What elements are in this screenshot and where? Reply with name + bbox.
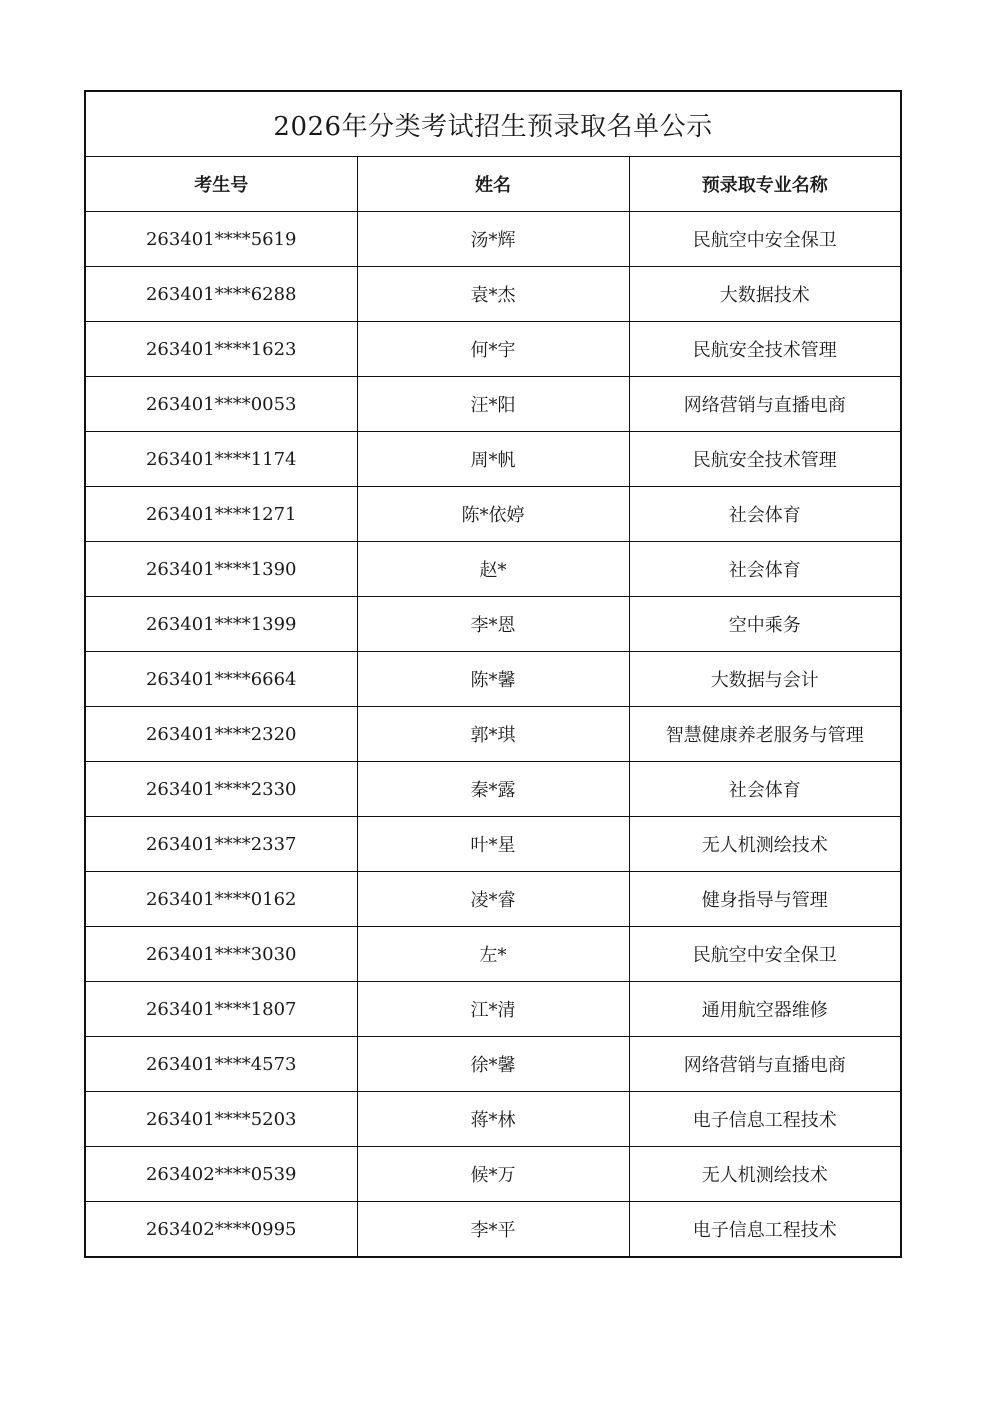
table-row [85,487,901,542]
candidate-id-cell: 263401****1271 [85,487,357,542]
table-row [85,1202,901,1258]
major-cell: 民航安全技术管理 [629,432,901,487]
candidate-name-cell: 候*万 [357,1147,629,1202]
header-row [85,157,901,212]
candidate-id-cell: 263401****0053 [85,377,357,432]
candidate-id-cell: 263402****0995 [85,1202,357,1258]
candidate-id-cell: 263401****2320 [85,707,357,762]
candidate-name-cell: 陈*依婷 [357,487,629,542]
table-row [85,707,901,762]
major-cell: 无人机测绘技术 [629,1147,901,1202]
candidate-name-cell: 蒋*林 [357,1092,629,1147]
major-cell: 电子信息工程技术 [629,1202,901,1258]
candidate-name-cell: 何*宇 [357,322,629,377]
table-row [85,1037,901,1092]
table-row [85,817,901,872]
candidate-id-cell: 263401****1807 [85,982,357,1037]
candidate-name-cell: 袁*杰 [357,267,629,322]
candidate-id-cell: 263402****0539 [85,1147,357,1202]
column-header-id: 考生号 [85,157,357,212]
major-cell: 电子信息工程技术 [629,1092,901,1147]
table-body [85,212,901,1258]
table-row [85,652,901,707]
major-cell: 健身指导与管理 [629,872,901,927]
table-row [85,377,901,432]
column-header-major: 预录取专业名称 [629,157,901,212]
candidate-id-cell: 263401****3030 [85,927,357,982]
candidate-id-cell: 263401****6664 [85,652,357,707]
major-cell: 社会体育 [629,542,901,597]
table-row [85,1147,901,1202]
candidate-id-cell: 263401****2330 [85,762,357,817]
major-cell: 无人机测绘技术 [629,817,901,872]
major-cell: 民航安全技术管理 [629,322,901,377]
candidate-id-cell: 263401****2337 [85,817,357,872]
candidate-name-cell: 凌*睿 [357,872,629,927]
major-cell: 通用航空器维修 [629,982,901,1037]
title-row [85,91,901,157]
major-cell: 空中乘务 [629,597,901,652]
candidate-name-cell: 李*恩 [357,597,629,652]
candidate-name-cell: 郭*琪 [357,707,629,762]
candidate-name-cell: 汪*阳 [357,377,629,432]
table-row [85,212,901,267]
candidate-name-cell: 江*清 [357,982,629,1037]
candidate-name-cell: 左* [357,927,629,982]
table-row [85,432,901,487]
table-row [85,1092,901,1147]
candidate-id-cell: 263401****5203 [85,1092,357,1147]
candidate-name-cell: 周*帆 [357,432,629,487]
major-cell: 民航空中安全保卫 [629,927,901,982]
table-row [85,322,901,377]
candidate-name-cell: 汤*辉 [357,212,629,267]
admission-list-table [84,90,902,1258]
major-cell: 智慧健康养老服务与管理 [629,707,901,762]
candidate-id-cell: 263401****1390 [85,542,357,597]
table-row [85,982,901,1037]
table-row [85,872,901,927]
candidate-id-cell: 263401****1399 [85,597,357,652]
major-cell: 大数据与会计 [629,652,901,707]
candidate-id-cell: 263401****0162 [85,872,357,927]
column-header-name: 姓名 [357,157,629,212]
candidate-name-cell: 叶*星 [357,817,629,872]
major-cell: 社会体育 [629,762,901,817]
table-row [85,927,901,982]
candidate-id-cell: 263401****6288 [85,267,357,322]
table-row [85,542,901,597]
table-row [85,762,901,817]
candidate-id-cell: 263401****1174 [85,432,357,487]
table-row [85,267,901,322]
candidate-name-cell: 徐*馨 [357,1037,629,1092]
major-cell: 社会体育 [629,487,901,542]
page-title: 2026年分类考试招生预录取名单公示 [85,91,901,157]
candidate-name-cell: 陈*馨 [357,652,629,707]
major-cell: 网络营销与直播电商 [629,1037,901,1092]
candidate-id-cell: 263401****5619 [85,212,357,267]
major-cell: 大数据技术 [629,267,901,322]
candidate-name-cell: 赵* [357,542,629,597]
candidate-name-cell: 李*平 [357,1202,629,1258]
major-cell: 民航空中安全保卫 [629,212,901,267]
major-cell: 网络营销与直播电商 [629,377,901,432]
candidate-id-cell: 263401****1623 [85,322,357,377]
candidate-id-cell: 263401****4573 [85,1037,357,1092]
table-row [85,597,901,652]
candidate-name-cell: 秦*露 [357,762,629,817]
